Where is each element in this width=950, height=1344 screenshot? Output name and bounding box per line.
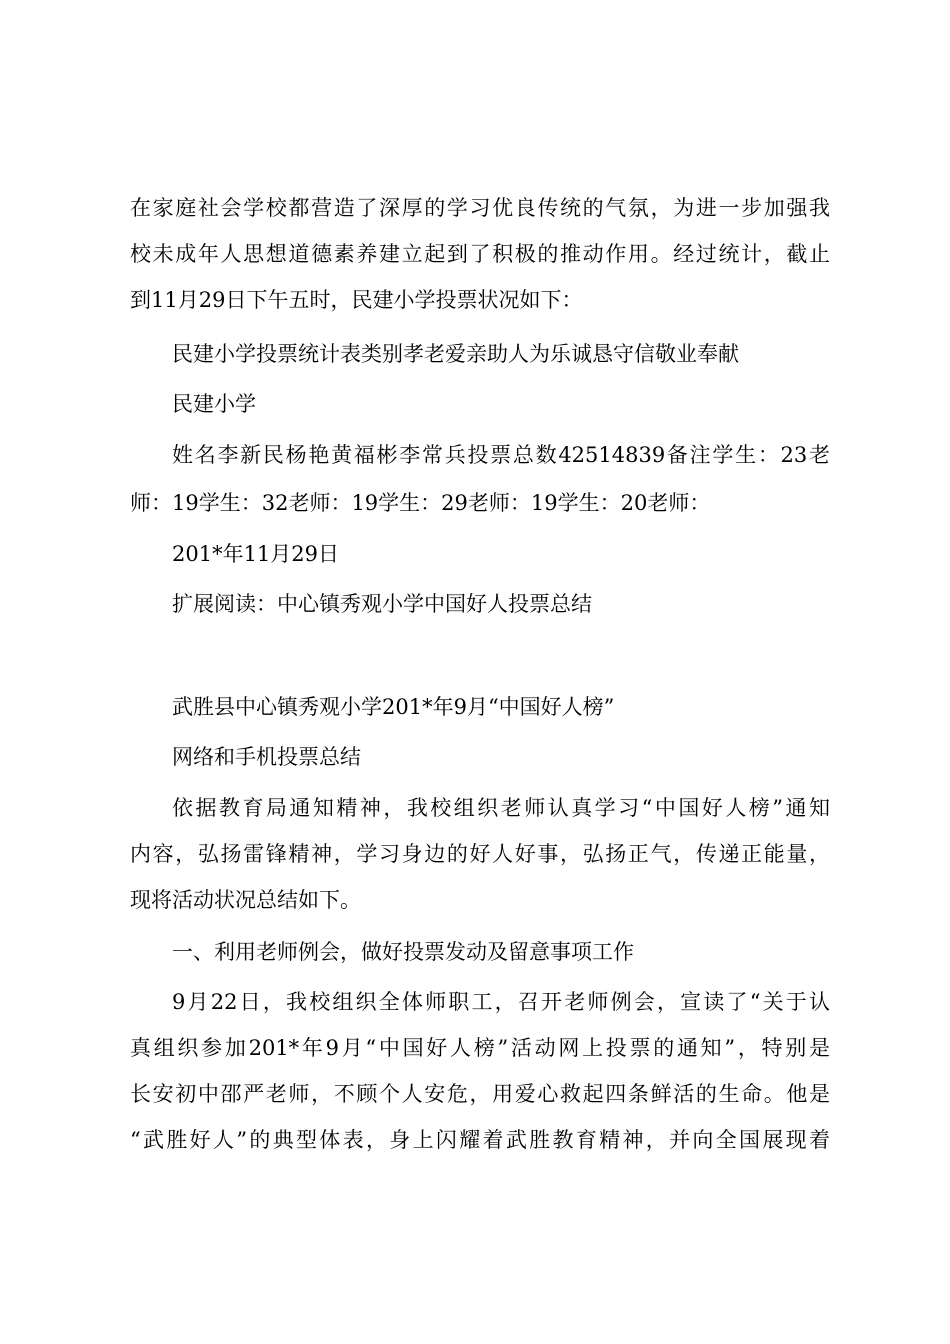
date-line: 201*年11月29日 — [172, 542, 340, 566]
text-line-3: 到11月29日下午五时，民建小学投票状况如下： — [130, 288, 583, 312]
table-title-line: 民建小学投票统计表类别孝老爱亲助人为乐诚恳守信敬业奉献 — [172, 342, 739, 366]
heading-one-line: 一、利用老师例会，做好投票发动及留意事项工作 — [172, 940, 634, 964]
text-line-12: 依据教育局通知精神，我校组织老师认真学习“中国好人榜”通知 — [172, 796, 830, 820]
extended-reading-line: 扩展阅读：中心镇秀观小学中国好人投票总结 — [172, 592, 592, 616]
text-line-14: 现将活动状况总结如下。 — [130, 888, 361, 912]
text-line-2: 校未成年人思想道德素养建立起到了积极的推动作用。经过统计，截止 — [130, 242, 830, 266]
text-line-16: 9月22日，我校组织全体师职工，召开老师例会，宣读了“关于认 — [172, 990, 830, 1014]
text-line-7: 师：19学生：32老师：19学生：29老师：19学生：20老师： — [130, 491, 711, 515]
section-title-line-1: 武胜县中心镇秀观小学201*年9月“中国好人榜” — [172, 695, 615, 719]
section-title-line-2: 网络和手机投票总结 — [172, 745, 361, 769]
text-line-18: 长安初中邵严老师，不顾个人安危，用爱心救起四条鲜活的生命。他是 — [130, 1082, 830, 1106]
text-line-6: 姓名李新民杨艳黄福彬李常兵投票总数42514839备注学生：23老 — [172, 443, 830, 467]
text-line-13: 内容，弘扬雷锋精神，学习身边的好人好事，弘扬正气，传递正能量， — [130, 842, 830, 866]
school-name-line: 民建小学 — [172, 392, 256, 416]
text-line-17: 真组织参加201*年9月“中国好人榜”活动网上投票的通知”，特别是 — [130, 1036, 830, 1060]
text-line-1: 在家庭社会学校都营造了深厚的学习优良传统的气氛，为进一步加强我 — [130, 196, 830, 220]
text-line-19: “武胜好人”的典型体表，身上闪耀着武胜教育精神，并向全国展现着 — [130, 1128, 830, 1152]
